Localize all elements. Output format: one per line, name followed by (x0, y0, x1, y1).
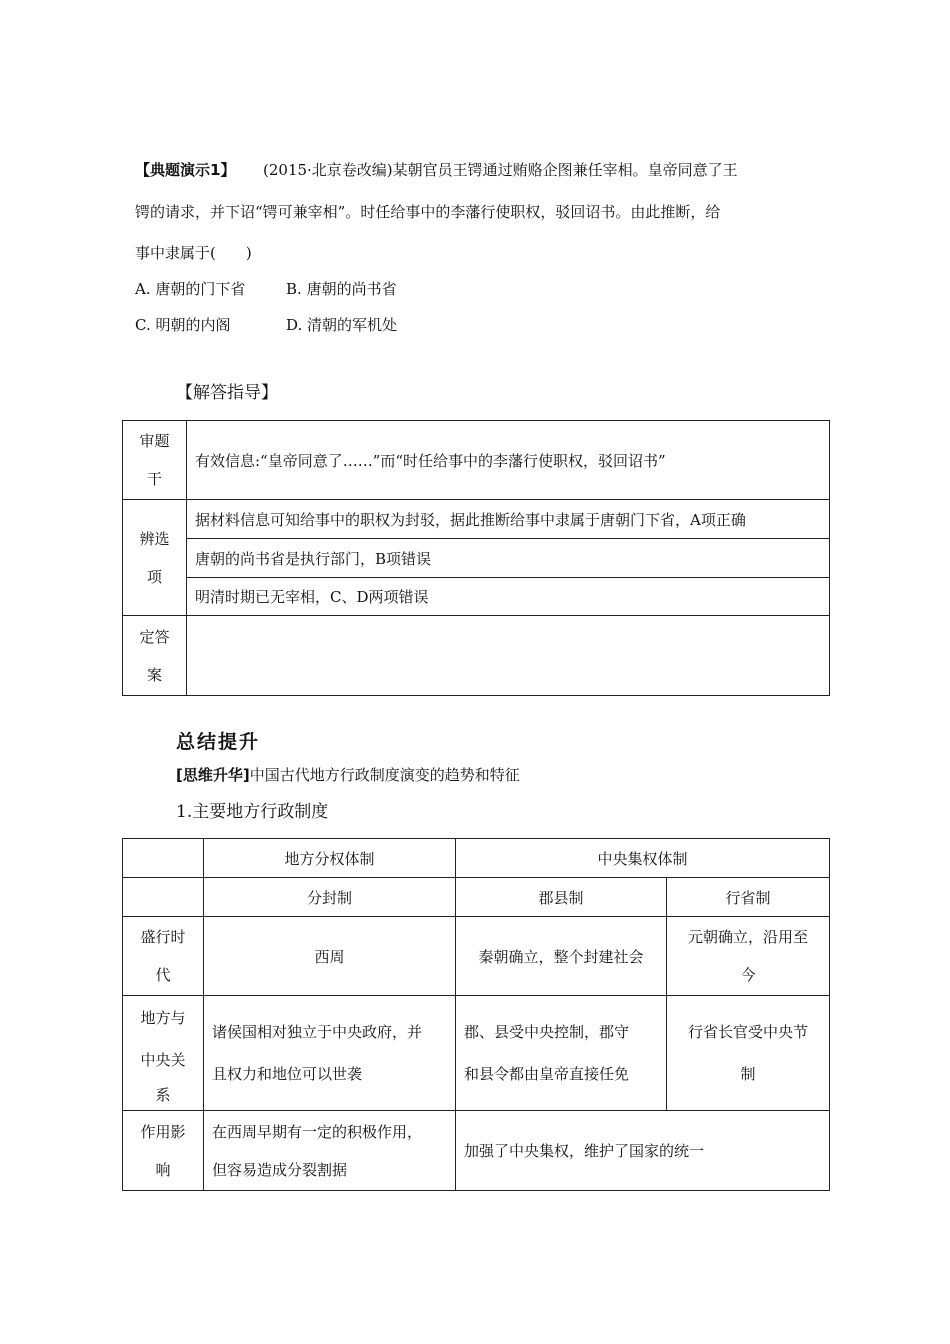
question-text-1: (2015·北京卷改编)某朝官员王锷通过贿赂企图兼任宰相。皇帝同意了王 (263, 161, 738, 179)
cell-relation-fengjian: 诸侯国相对独立于中央政府，并 且权力和地位可以世袭 (204, 996, 456, 1111)
option-a: A. 唐朝的门下省 (135, 280, 246, 298)
row-label-impact: 作用影 响 (123, 1111, 204, 1191)
option-d: D. 清朝的军机处 (286, 316, 398, 334)
header-row-1 (123, 839, 830, 878)
guide-option-item: 据材料信息可知给事中的职权为封驳，据此推断给事中隶属于唐朝门下省，A项正确 (187, 500, 830, 539)
row-era (123, 917, 830, 996)
guide-label-options: 辨选 项 (123, 500, 187, 616)
guide-row-options (123, 539, 830, 578)
header-local-power: 地方分权体制 (204, 839, 456, 878)
option-c: C. 明朝的内阁 (135, 316, 231, 334)
guide-option-item: 唐朝的尚书省是执行部门，B项错误 (187, 539, 830, 578)
row-relation (123, 996, 830, 1111)
guide-row-question (123, 421, 830, 500)
guide-option-item: 明清时期已无宰相，C、D两项错误 (187, 578, 830, 616)
cell-relation-xingsheng: 行省长官受中央节 制 (667, 996, 830, 1111)
cell-era-fengjian: 西周 (204, 917, 456, 996)
question-line-1 (135, 160, 738, 180)
row-impact (123, 1111, 830, 1191)
summary-subtitle (176, 765, 520, 785)
cell-relation-junxian: 郡、县受中央控制，郡守 和县令都由皇帝直接任免 (456, 996, 667, 1111)
question-line-3: 事中隶属于( ) (135, 244, 252, 262)
guide-row-options (123, 500, 830, 539)
header-xingsheng: 行省制 (667, 878, 830, 917)
guide-label-answer: 定答 案 (123, 616, 187, 696)
option-b: B. 唐朝的尚书省 (286, 280, 397, 298)
guide-table (122, 420, 830, 696)
cell-era-junxian: 秦朝确立，整个封建社会 (456, 917, 667, 996)
guide-content-answer (187, 616, 830, 696)
header-central-power: 中央集权体制 (456, 839, 830, 878)
corner-cell-2 (123, 878, 204, 917)
header-fengjian: 分封制 (204, 878, 456, 917)
corner-cell (123, 839, 204, 878)
question-line-2: 锷的请求，并下诏“锷可兼宰相”。时任给事中的李藩行使职权，驳回诏书。由此推断，给 (135, 203, 721, 221)
guide-row-answer (123, 616, 830, 696)
guide-heading: 【解答指导】 (176, 383, 278, 403)
question-tag: 【典题演示1】 (135, 161, 236, 179)
cell-era-xingsheng: 元朝确立，沿用至 今 (667, 917, 830, 996)
subtitle-tag: [思维升华] (176, 766, 250, 784)
row-label-era: 盛行时 代 (123, 917, 204, 996)
guide-content-question: 有效信息:“皇帝同意了……”而“时任给事中的李藩行使职权，驳回诏书” (187, 421, 830, 500)
subtitle-text: 中国古代地方行政制度演变的趋势和特征 (249, 766, 520, 784)
header-junxian: 郡县制 (456, 878, 667, 917)
header-row-2 (123, 878, 830, 917)
row-label-relation: 地方与 中央关 系 (123, 996, 204, 1111)
cell-impact-central: 加强了中央集权，维护了国家的统一 (456, 1111, 830, 1191)
cell-impact-fengjian: 在西周早期有一定的积极作用， 但容易造成分裂割据 (204, 1111, 456, 1191)
summary-title: 总结提升 (176, 731, 261, 753)
guide-label-question: 审题 干 (123, 421, 187, 500)
section-heading: 1.主要地方行政制度 (176, 802, 329, 822)
admin-system-table (122, 838, 830, 1191)
guide-row-options (123, 578, 830, 616)
